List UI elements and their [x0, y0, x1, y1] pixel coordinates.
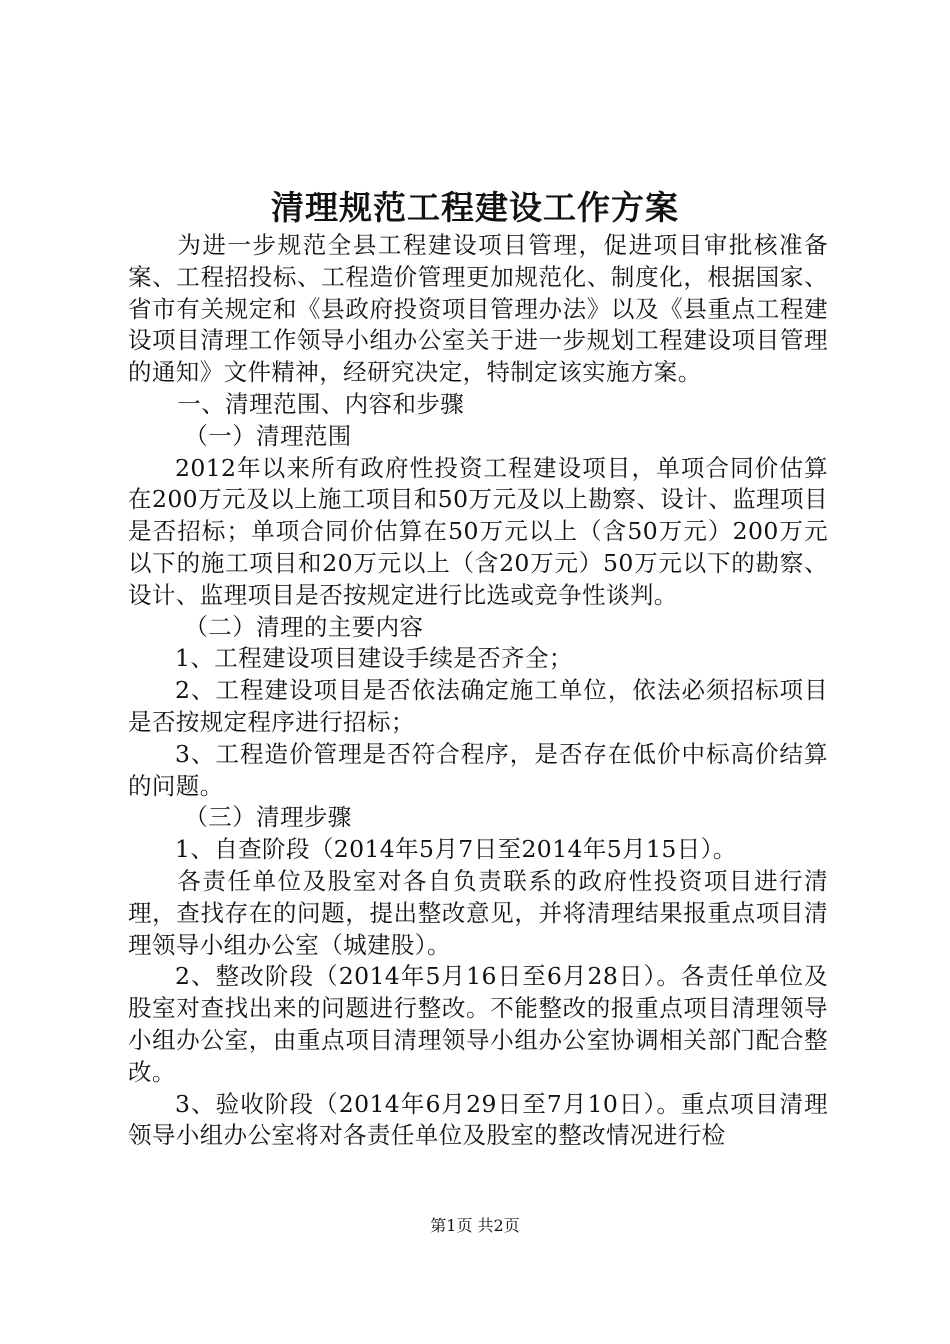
- step-1-heading: 1、自查阶段（2014年5月7日至2014年5月15日）。: [175, 835, 737, 864]
- step-3-paragraph: 3、验收阶段（2014年6月29日至7月10日）。重点项目清理领导小组办公室将对各责任单位及股室的整改情况进行检: [128, 1089, 828, 1150]
- document-body: [128, 230, 828, 1152]
- intro-paragraph: 为进一步规范全县工程建设项目管理，促进项目审批核准备案、工程招投标、工程造价管理更加规范化、制度化，根据国家、省市有关规定和《县政府投资项目管理办法》以及《县重点工程建设项目清理工作领导小组办公室关于进一步规划工程建设项目管理的通知》文件精神，经研究决定，特制定该实施方案。: [128, 231, 828, 387]
- subsection-heading-content: （二）清理的主要内容: [184, 612, 424, 641]
- document-title: 清理规范工程建设工作方案: [271, 188, 679, 227]
- content-item-2: 2、工程建设项目是否依法确定施工单位，依法必须招标项目是否按规定程序进行招标；: [128, 676, 828, 736]
- subsection-heading-scope: （一）清理范围: [184, 421, 352, 450]
- content-item-1: 1、工程建设项目建设手续是否齐全；: [175, 644, 573, 673]
- content-item-3: 3、工程造价管理是否符合程序，是否存在低价中标高价结算的问题。: [128, 739, 828, 800]
- subsection-heading-steps: （三）清理步骤: [184, 803, 352, 832]
- page-footer: 第1页 共2页: [430, 1216, 520, 1235]
- scope-paragraph: 2012年以来所有政府性投资工程建设项目，单项合同价估算在200万元及以上施工项目和50万元及以上勘察、设计、监理项目是否招标；单项合同价估算在50万元以上（含50万元）200万元以下的施工项目和20万元以上（含20万元）50万元以下的勘察、设计、监理项目是否按规定进行比选或竞争性谈判。: [128, 453, 828, 609]
- section-heading-1: 一、清理范围、内容和步骤: [177, 389, 465, 418]
- step-2-paragraph: 2、整改阶段（2014年5月16日至6月28日）。各责任单位及股室对查找出来的问题进行整改。不能整改的报重点项目清理领导小组办公室，由重点项目清理领导小组办公室协调相关部门配合整改。: [128, 962, 828, 1086]
- step-1-paragraph: 各责任单位及股室对各自负责联系的政府性投资项目进行清理，查找存在的问题，提出整改意见，并将清理结果报重点项目清理领导小组办公室（城建股）。: [128, 866, 828, 959]
